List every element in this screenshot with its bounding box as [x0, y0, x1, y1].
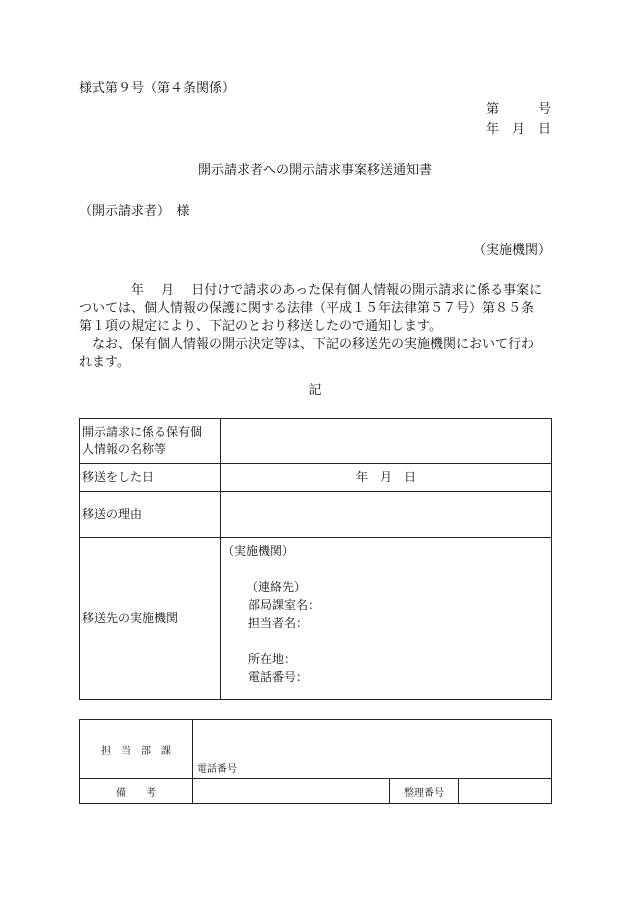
- table-row: [80, 464, 552, 492]
- remarks-value[interactable]: [193, 779, 390, 804]
- address-line: 所在地：: [248, 652, 297, 666]
- agency-line: （実施機関）: [222, 544, 295, 558]
- body-line: れます。: [79, 355, 130, 370]
- person-line: 担当者名：: [248, 616, 309, 630]
- table-row: [80, 720, 552, 779]
- addressee: （開示請求者） 様: [79, 204, 190, 219]
- transfer-date-label: 移送をした日: [80, 464, 221, 492]
- ki-heading: 記: [308, 383, 322, 398]
- body-line: 第１項の規定により、下記のとおり移送したので通知します。: [79, 319, 442, 334]
- body-line: なお、保有個人情報の開示決定等は、下記の移送先の実施機関において行わ: [79, 337, 535, 352]
- footer-table: [79, 719, 552, 804]
- document-title: 開示請求者への開示請求事案移送通知書: [197, 163, 432, 178]
- ref-number-value[interactable]: [459, 779, 552, 804]
- destination-agency-label: 移送先の実施機関: [80, 538, 221, 700]
- body-text: [79, 282, 551, 372]
- body-line: 年 月 日付けで請求のあった保有個人情報の開示請求に係る事案に: [79, 283, 543, 298]
- ref-number-label: 整理番号: [390, 779, 459, 804]
- phone-line: 電話番号：: [248, 670, 309, 684]
- remarks-label: 備 考: [80, 779, 193, 804]
- contact-line: （連絡先）: [246, 580, 307, 594]
- dept-label: 担 当 部 課: [80, 720, 193, 779]
- table-row: [80, 538, 552, 700]
- document-date: 年 月 日: [485, 122, 551, 137]
- item-name-label: [80, 419, 221, 464]
- document-number: 第 号: [485, 102, 551, 117]
- transfer-reason-value[interactable]: [221, 492, 552, 538]
- label-line: 人情報の名称等: [82, 442, 167, 456]
- phone-label: 電話番号: [197, 764, 237, 775]
- spacer: [222, 633, 551, 651]
- table-row: [80, 492, 552, 538]
- sender-agency: （実施機関）: [472, 243, 551, 258]
- form-number: 様式第９号（第４条関係）: [79, 81, 236, 96]
- detail-table: [79, 418, 552, 700]
- body-line: ついては、個人情報の保護に関する法律（平成１５年法律第５７号）第８５条: [79, 301, 535, 316]
- destination-agency-value[interactable]: [221, 538, 552, 700]
- department-line: 部局課室名：: [248, 598, 321, 612]
- table-row: [80, 419, 552, 464]
- table-row: [80, 779, 552, 804]
- item-name-value[interactable]: [221, 419, 552, 464]
- dept-value[interactable]: [193, 720, 552, 779]
- label-line: 開示請求に係る保有個: [82, 425, 203, 439]
- transfer-reason-label: 移送の理由: [80, 492, 221, 538]
- spacer: [222, 561, 551, 579]
- transfer-date-value[interactable]: 年 月 日: [221, 464, 552, 492]
